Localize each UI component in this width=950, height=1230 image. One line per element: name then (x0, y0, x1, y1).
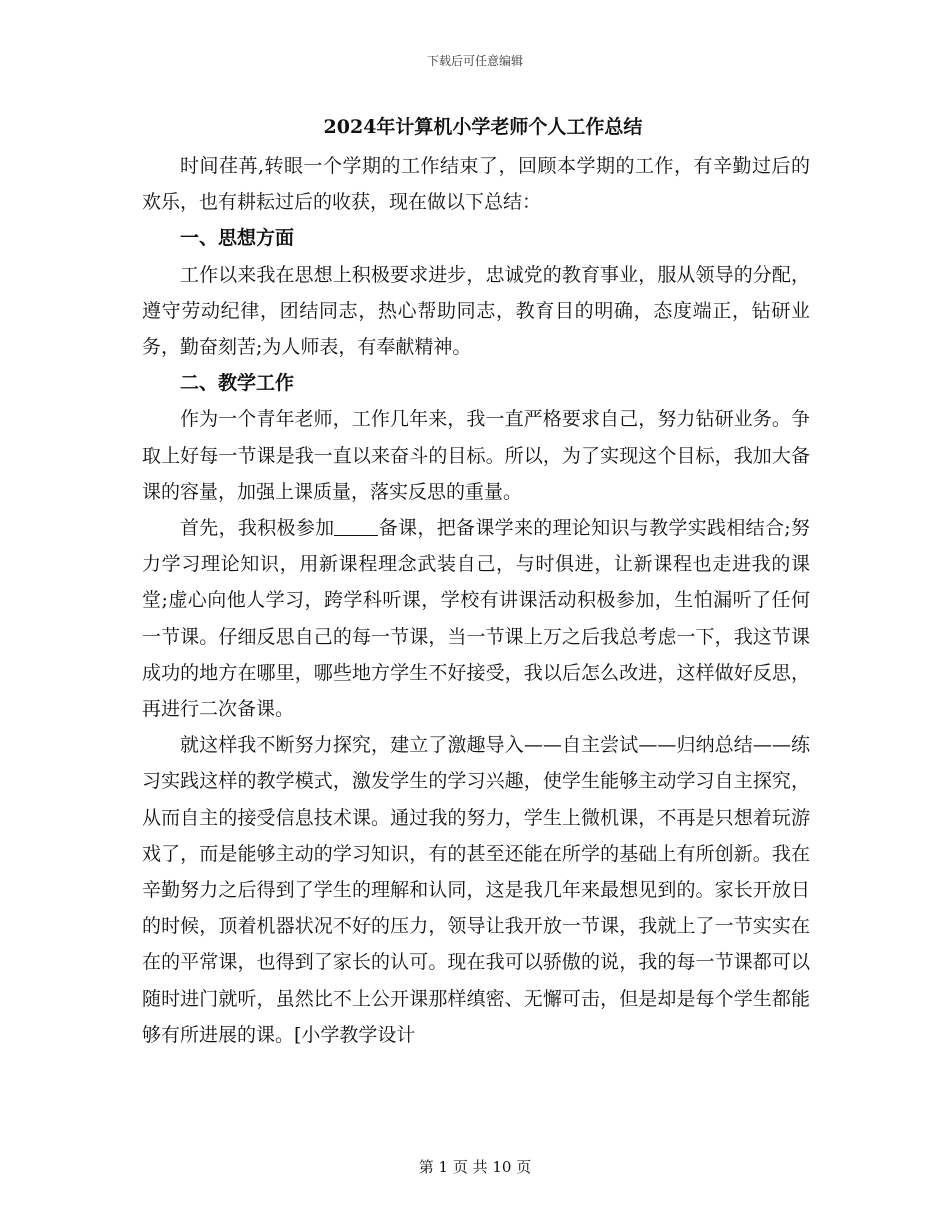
section-heading-thought: 一、思想方面 (180, 227, 295, 250)
document-body (142, 108, 810, 1053)
page-header-note: 下载后可任意编辑 (426, 54, 523, 68)
document-title: 2024年计算机小学老师个人工作总结 (323, 116, 643, 138)
fill-in-blank (334, 517, 378, 536)
teaching-paragraph-2-rest: 备课，把备课学来的理论知识与教学实践相结合;努力学习理论知识，用新课程理念武装自己，与时俱进，让新课程也走进我的课堂;虚心向他人学习，跨学科听课，学校有讲课活动积极参加，生怕漏听了任何一节课。仔细反思自己的每一节课，当一节课上万之后我总考虑一下，我这节课成功的地方在哪里，哪些地方学生不好接受，我以后怎么改进，这样做好反思，再进行二次备课。 (142, 517, 810, 721)
teaching-paragraph-1: 作为一个青年老师，工作几年来，我一直严格要求自己，努力钻研业务。争取上好每一节课是我一直以来奋斗的目标。所以，为了实现这个目标，我加大备课的容量，加强上课质量，落实反思的重量。 (142, 408, 810, 503)
section-heading-teaching: 二、教学工作 (180, 372, 295, 395)
teaching-paragraph-3: 就这样我不断努力探究，建立了激趣导入——自主尝试——归纳总结——练习实践这样的教学模式，激发学生的学习兴趣，使学生能够主动学习自主探究，从而自主的接受信息技术课。通过我的努力，学生上微机课，不再是只想着玩游戏了，而是能够主动的学习知识，有的甚至还能在所学的基础上有所创新。我在辛勤努力之后得到了学生的理解和认同，这是我几年来最想见到的。家长开放日的时候，顶着机器状况不好的压力，领导让我开放一节课，我就上了一节实实在在的平常课，也得到了家长的认可。现在我可以骄傲的说，我的每一节课都可以随时进门就听，虽然比不上公开课那样缜密、无懈可击，但是却是每个学生都能够有所进展的课。[小学教学设计 (142, 734, 810, 1046)
intro-paragraph: 时间荏苒,转眼一个学期的工作结束了，回顾本学期的工作，有辛勤过后的欢乐，也有耕耘过后的收获，现在做以下总结： (142, 155, 810, 214)
teaching-paragraph-2-start: 首先，我积极参加 (180, 517, 335, 540)
teaching-paragraph-2 (142, 510, 810, 727)
section-paragraph-thought: 工作以来我在思想上积极要求进步，忠诚党的教育事业，服从领导的分配，遵守劳动纪律，团结同志，热心帮助同志，教育目的明确，态度端正，钻研业务，勤奋刻苦;为人师表，有奉献精神。 (142, 263, 810, 359)
page-number-footer: 第 1 页 共 10 页 (418, 1158, 532, 1176)
